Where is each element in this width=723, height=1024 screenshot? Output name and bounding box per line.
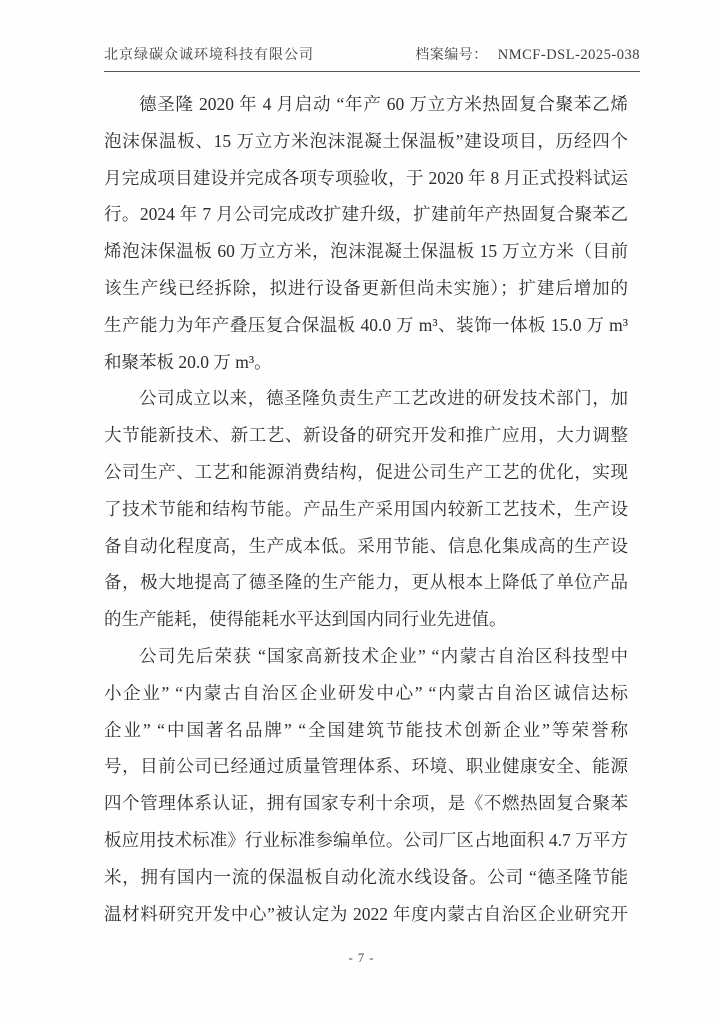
text-line: 备自动化程度高，生产成本低。采用节能、信息化集成高的生产设 <box>104 535 628 556</box>
text-line: 的生产能耗，使得能耗水平达到国内同行业先进值。 <box>104 609 507 630</box>
text-line: 号，目前公司已经通过质量管理体系、环境、职业健康安全、能源 <box>104 756 628 777</box>
text-line: 四个管理体系认证，拥有国家专利十余项，是《不燃热固复合聚苯 <box>104 793 628 814</box>
text-line: 备，极大地提高了德圣隆的生产能力，更从根本上降低了单位产品 <box>104 572 628 593</box>
text-line: 米，拥有国内一流的保温板自动化流水线设备。公司 “德圣隆节能 <box>104 866 628 887</box>
document-body <box>104 86 628 932</box>
text-line: 行。2024 年 7 月公司完成改扩建升级，扩建前年产热固复合聚苯乙 <box>104 204 628 225</box>
text-line: 公司成立以来，德圣隆负责生产工艺改进的研发技术部门，加 <box>139 388 628 409</box>
text-line: 德圣隆 2020 年 4 月启动 “年产 60 万立方米热固复合聚苯乙烯 <box>139 94 628 114</box>
text-line: 公司生产、工艺和能源消费结构，促进公司生产工艺的优化，实现 <box>104 461 628 482</box>
text-line: 烯泡沫保温板 60 万立方米，泡沫混凝土保温板 15 万立方米（目前 <box>104 241 628 262</box>
page-number: - 7 - <box>348 951 375 965</box>
text-line: 板应用技术标准》行业标准参编单位。公司厂区占地面积 4.7 万平方 <box>104 829 628 850</box>
text-line: 生产能力为年产叠压复合保温板 40.0 万 m³、装饰一体板 15.0 万 m³ <box>104 314 628 335</box>
text-line: 温材料研究开发中心”被认定为 2022 年度内蒙古自治区企业研究开 <box>104 903 628 924</box>
company-name: 北京绿碳众诚环境科技有限公司 <box>104 48 314 63</box>
text-line: 了技术节能和结构节能。产品生产采用国内较新工艺技术，生产设 <box>104 498 628 519</box>
archive-number-label: 档案编号： <box>415 48 488 63</box>
text-line: 月完成项目建设并完成各项专项验收，于 2020 年 8 月正式投料试运 <box>104 167 628 188</box>
text-line: 和聚苯板 20.0 万 m³。 <box>104 351 272 372</box>
page-header <box>104 44 640 72</box>
text-line: 大节能新技术、新工艺、新设备的研究开发和推广应用，大力调整 <box>104 425 628 446</box>
text-line: 企业” “中国著名品牌” “全国建筑节能技术创新企业”等荣誉称 <box>104 719 628 740</box>
text-line: 泡沫保温板、15 万立方米泡沫混凝土保温板”建设项目，历经四个 <box>104 130 628 151</box>
text-line: 该生产线已经拆除，拟进行设备更新但尚未实施）；扩建后增加的 <box>104 277 628 298</box>
text-line: 公司先后荣获 “国家高新技术企业” “内蒙古自治区科技型中 <box>139 645 628 666</box>
text-line: 小企业” “内蒙古自治区企业研发中心” “内蒙古自治区诚信达标 <box>104 682 628 703</box>
archive-number-value: NMCF-DSL-2025-038 <box>497 47 640 63</box>
archive-number-group <box>415 44 640 64</box>
